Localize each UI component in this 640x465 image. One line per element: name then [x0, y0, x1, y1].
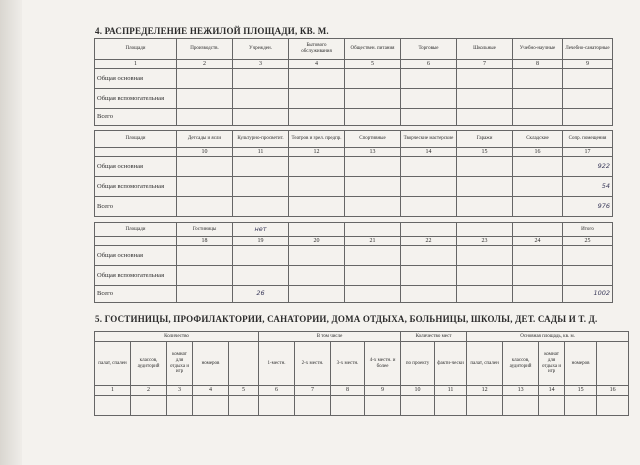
column-number: 11	[233, 148, 289, 157]
column-number: 2	[177, 60, 233, 69]
column-number: 9	[365, 386, 401, 396]
column-number: 16	[597, 386, 629, 396]
column-number: 3	[167, 386, 193, 396]
column-number: 5	[345, 60, 401, 69]
header-cell: Складские	[513, 131, 563, 148]
sub-header	[597, 342, 629, 386]
header-cell: Сопр. помещения	[563, 131, 613, 148]
column-number: 17	[563, 148, 613, 157]
column-number: 4	[289, 60, 345, 69]
column-number: 16	[513, 148, 563, 157]
page-edge-shadow	[0, 0, 22, 465]
column-number: 1	[95, 60, 177, 69]
column-number: 5	[229, 386, 259, 396]
column-number: 14	[401, 148, 457, 157]
row-label: Общая основная	[95, 69, 177, 89]
header-cell: Лечебно-санаторные	[563, 39, 613, 60]
sub-header: номеров	[565, 342, 597, 386]
column-number: 11	[435, 386, 467, 396]
header-cell: Площади	[95, 223, 177, 237]
column-number: 8	[513, 60, 563, 69]
sub-header: классов, аудиторий	[503, 342, 539, 386]
column-number: 24	[513, 237, 563, 246]
header-cell: Учебно-научные	[513, 39, 563, 60]
column-number: 19	[233, 237, 289, 246]
row-label: Общая основная	[95, 246, 177, 266]
column-number: 15	[565, 386, 597, 396]
header-cell: Торговые	[401, 39, 457, 60]
row-label: Всего	[95, 109, 177, 126]
column-number: 1	[95, 386, 131, 396]
header-cell: Культурно-просветит.	[233, 131, 289, 148]
column-number: 9	[563, 60, 613, 69]
row-label: Общая основная	[95, 157, 177, 177]
header-cell: Обществен. питания	[345, 39, 401, 60]
sub-header: комнат для отдыха и игр	[167, 342, 193, 386]
header-cell: Итого	[563, 223, 613, 237]
row-label: Общая вспомогательная	[95, 89, 177, 109]
header-cell: Школьные	[457, 39, 513, 60]
column-number: 23	[457, 237, 513, 246]
header-cell: Бытового обслуживания	[289, 39, 345, 60]
header-cell: Театров и зрел. предпр.	[289, 131, 345, 148]
header-cell: Детсады и ясли	[177, 131, 233, 148]
handwritten-value: 922	[563, 157, 613, 177]
sub-header: по проекту	[401, 342, 435, 386]
column-number: 25	[563, 237, 613, 246]
column-number: 13	[503, 386, 539, 396]
header-cell: Гаражи	[457, 131, 513, 148]
column-number: 7	[295, 386, 331, 396]
handwritten-value: 26	[233, 286, 289, 303]
header-cell: Площади	[95, 131, 177, 148]
column-number: 12	[467, 386, 503, 396]
sub-header: номеров	[193, 342, 229, 386]
table-nonresidential-2	[94, 130, 613, 217]
row-label: Всего	[95, 286, 177, 303]
header-cell: Производств.	[177, 39, 233, 60]
group-header: Основная площадь, кв. м.	[467, 332, 629, 342]
handwritten-value: нет	[233, 223, 289, 237]
header-cell: Гостиницы	[177, 223, 233, 237]
sub-header: 4-х местн. и более	[365, 342, 401, 386]
table-nonresidential-3	[94, 222, 613, 303]
column-number: 6	[259, 386, 295, 396]
column-number: 10	[177, 148, 233, 157]
section4-title: 4. РАСПРЕДЕЛЕНИЕ НЕЖИЛОЙ ПЛОЩАДИ, КВ. М.	[95, 26, 329, 36]
column-number: 7	[457, 60, 513, 69]
row-label: Всего	[95, 197, 177, 217]
column-number: 20	[289, 237, 345, 246]
group-header: Количество	[95, 332, 259, 342]
column-number: 4	[193, 386, 229, 396]
header-cell: Спортивные	[345, 131, 401, 148]
column-number	[95, 237, 177, 246]
header-cell: Творческие мастерские	[401, 131, 457, 148]
sub-header: факти-чески	[435, 342, 467, 386]
sub-header: 1-местн.	[259, 342, 295, 386]
table-hotels-sanatoria	[94, 331, 629, 416]
table-nonresidential-1	[94, 38, 613, 126]
column-number: 8	[331, 386, 365, 396]
section5-title: 5. ГОСТИНИЦЫ, ПРОФИЛАКТОРИИ, САНАТОРИИ, ДОМА ОТДЫХА, БОЛЬНИЦЫ, ШКОЛЫ, ДЕТ. САДЫ И Т. Д.	[95, 314, 598, 324]
sub-header	[229, 342, 259, 386]
sub-header: 3-х местн.	[331, 342, 365, 386]
group-header: Количество мест	[401, 332, 467, 342]
handwritten-value: 54	[563, 177, 613, 197]
header-cell: Площади	[95, 39, 177, 60]
handwritten-value: 1002	[563, 286, 613, 303]
column-number: 3	[233, 60, 289, 69]
column-number: 18	[177, 237, 233, 246]
sub-header: палат, спален	[467, 342, 503, 386]
column-number: 12	[289, 148, 345, 157]
sub-header: 2-х местн.	[295, 342, 331, 386]
sub-header: классов, аудиторий	[131, 342, 167, 386]
column-number	[95, 148, 177, 157]
sub-header: палат, спален	[95, 342, 131, 386]
column-number: 13	[345, 148, 401, 157]
column-number: 15	[457, 148, 513, 157]
row-label: Общая вспомогательная	[95, 177, 177, 197]
column-number: 21	[345, 237, 401, 246]
sub-header: комнат для отдыха и игр	[539, 342, 565, 386]
column-number: 14	[539, 386, 565, 396]
handwritten-value: 976	[563, 197, 613, 217]
column-number: 22	[401, 237, 457, 246]
column-number: 6	[401, 60, 457, 69]
column-number: 2	[131, 386, 167, 396]
column-number: 10	[401, 386, 435, 396]
group-header: В том числе	[259, 332, 401, 342]
header-cell: Учрежден.	[233, 39, 289, 60]
row-label: Общая вспомогательная	[95, 266, 177, 286]
